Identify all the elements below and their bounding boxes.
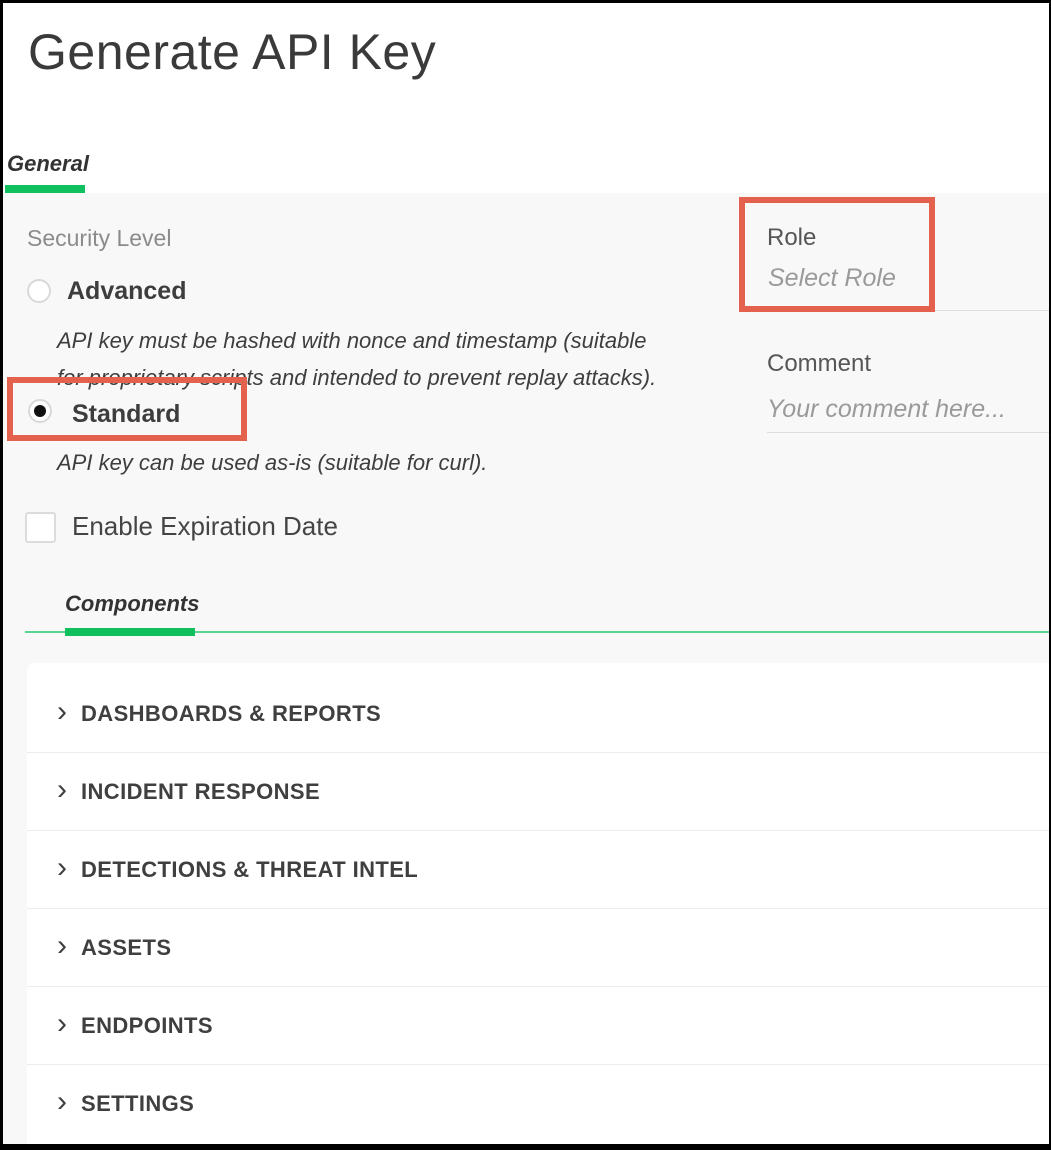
security-level-label: Security Level xyxy=(27,225,172,251)
accordion-endpoints[interactable] xyxy=(27,987,1049,1065)
accordion-label: DASHBOARDS & REPORTS xyxy=(81,700,382,726)
chevron-right-icon: › xyxy=(57,1085,67,1118)
accordion-incident-response[interactable] xyxy=(27,753,1049,831)
page-title: Generate API Key xyxy=(28,24,437,80)
radio-advanced[interactable] xyxy=(27,279,51,303)
accordion-label: ASSETS xyxy=(81,934,172,960)
enable-expiration-checkbox[interactable] xyxy=(25,512,56,543)
accordion-label: DETECTIONS & THREAT INTEL xyxy=(81,856,419,882)
generate-api-key-page xyxy=(3,3,1049,1144)
standard-description: API key can be used as-is (suitable for curl). xyxy=(57,450,488,475)
role-select[interactable]: Select Role xyxy=(768,264,896,292)
tab-components-active-indicator xyxy=(65,628,195,636)
accordion-dashboards-reports[interactable] xyxy=(27,675,1049,753)
accordion-settings[interactable] xyxy=(27,1065,1049,1143)
advanced-description: API key must be hashed with nonce and timestamp (suitable for proprietary scripts and intended to prevent replay attacks). xyxy=(57,328,657,390)
radio-advanced-label[interactable]: Advanced xyxy=(67,277,187,305)
chevron-right-icon: › xyxy=(57,694,67,728)
chevron-right-icon: › xyxy=(57,850,67,884)
enable-expiration-label[interactable]: Enable Expiration Date xyxy=(72,511,338,541)
chevron-right-icon: › xyxy=(57,1006,67,1040)
radio-standard-label[interactable]: Standard xyxy=(72,400,181,428)
accordion-label: INCIDENT RESPONSE xyxy=(81,778,321,804)
tab-general[interactable]: General xyxy=(7,151,89,176)
tab-general-active-indicator xyxy=(5,185,85,193)
accordion-label: ENDPOINTS xyxy=(81,1012,213,1038)
accordion-label: SETTINGS xyxy=(81,1091,195,1116)
annotation-box-role xyxy=(739,197,935,312)
chevron-right-icon: › xyxy=(57,772,67,806)
accordion-assets[interactable] xyxy=(27,909,1049,987)
accordion-detections-threat-intel[interactable] xyxy=(27,831,1049,909)
annotation-box-standard xyxy=(7,377,247,441)
comment-input[interactable] xyxy=(767,387,1049,433)
comment-label: Comment xyxy=(767,350,872,377)
chevron-right-icon: › xyxy=(57,928,67,962)
components-card xyxy=(27,663,1049,1144)
tab-components[interactable]: Components xyxy=(65,591,200,616)
role-label: Role xyxy=(767,224,817,251)
